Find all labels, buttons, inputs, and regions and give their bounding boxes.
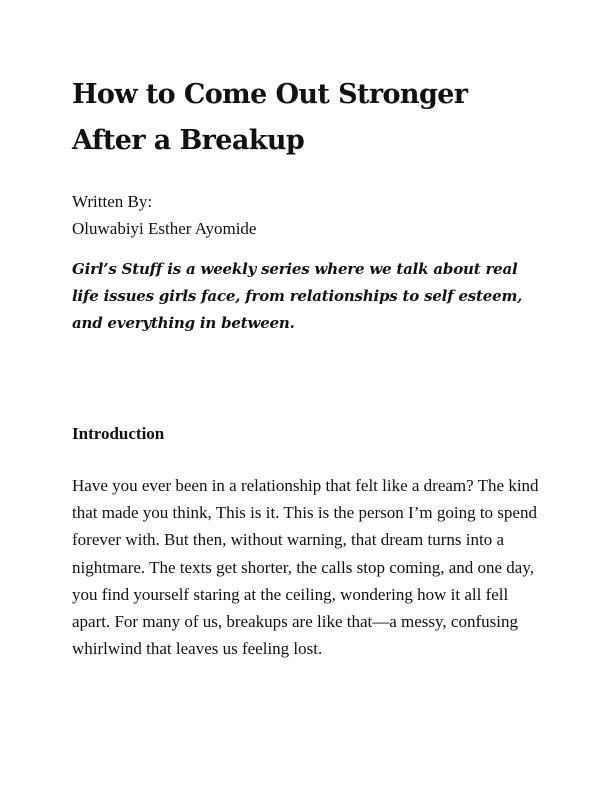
byline <box>72 188 542 242</box>
section-heading-introduction: Introduction <box>72 424 165 443</box>
byline-label: Written By: <box>72 192 153 211</box>
document-page <box>72 72 542 679</box>
intro-paragraph: Have you ever been in a relationship that felt like a dream? The kind that made you think, This is it. This is the person I’m going to spend forever with. But then, without warning, that dream turns into a nightmare. The texts get shorter, the calls stop coming, and one day, you find yourself staring at the ceiling, wondering how it all fell apart. For many of us, breakups are like that—a messy, confusing whirlwind that leaves us feeling lost. <box>72 476 539 659</box>
author-name: Oluwabiyi Esther Ayomide <box>72 219 257 238</box>
series-blurb: Girl’s Stuff is a weekly series where we talk about real life issues girls face, from relationships to self esteem, and everything in between. <box>72 260 523 332</box>
article-title: How to Come Out Stronger After a Breakup <box>72 79 468 156</box>
